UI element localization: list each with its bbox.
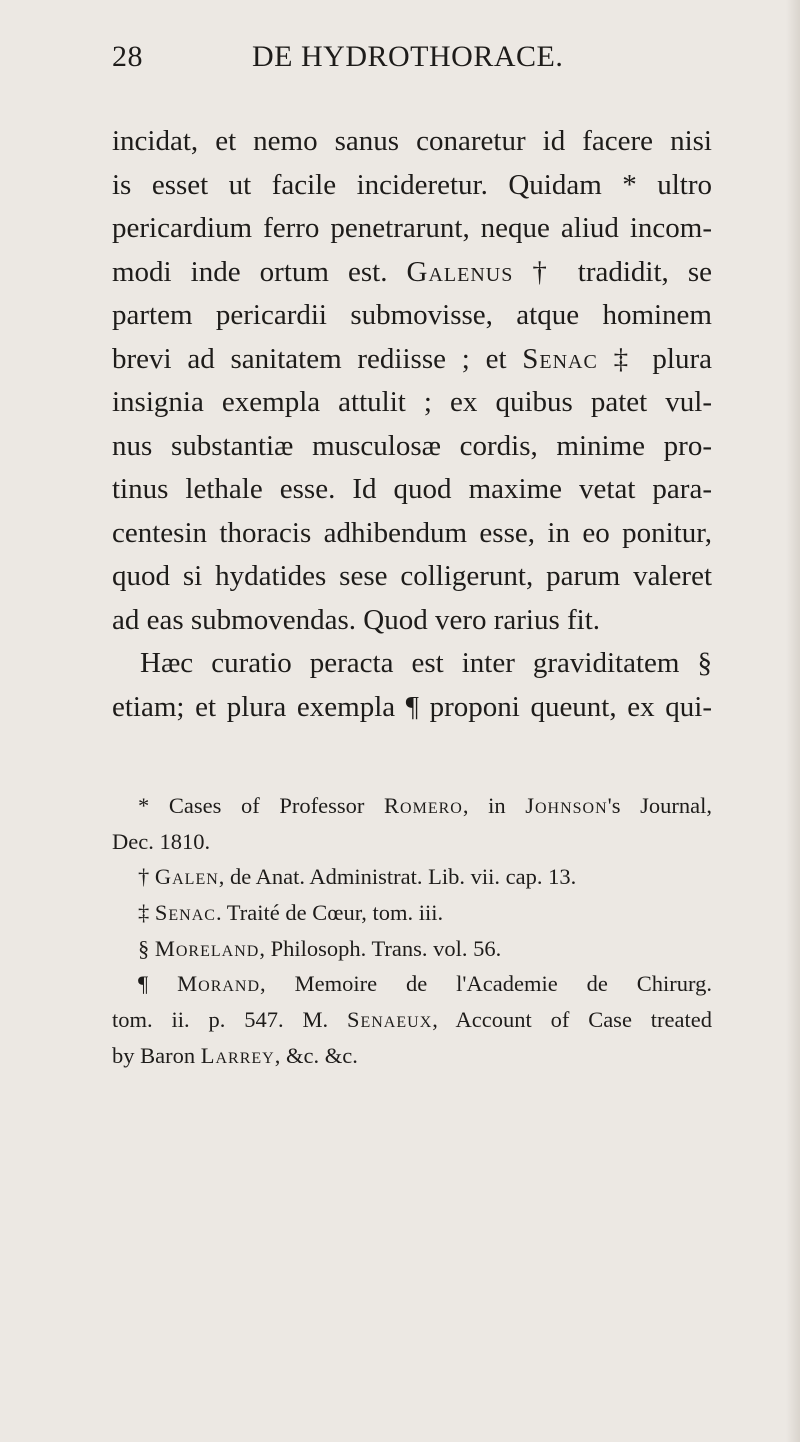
text-line: is esset ut facile incideretur. Quidam * ultro xyxy=(112,168,712,201)
text-span: . Traité de Cœur, tom. iii. xyxy=(215,900,444,926)
author-name: Galenus xyxy=(406,255,514,288)
author-name: Senac xyxy=(522,342,598,375)
text-span: † xyxy=(138,864,155,890)
text-line: incidat, et nemo sanus conaretur id facere nisi xyxy=(112,125,712,157)
text-span: , &c. &c. xyxy=(274,1042,358,1068)
text-line: ad eas submovendas. Quod vero rarius fit. xyxy=(112,603,601,636)
footnote-5-cont xyxy=(112,1038,712,1074)
text-span: § xyxy=(138,935,155,961)
text-line: pericardium ferro penetrarunt, neque aliud incom- xyxy=(112,212,712,244)
text-line: partem pericardii submovisse, atque hominem xyxy=(112,299,712,331)
page-edge-shadow xyxy=(786,0,800,1442)
author-name: Galen xyxy=(154,864,219,890)
text-line: Hæc curatio peracta est inter graviditatem § xyxy=(140,647,712,679)
text-span: 's Journal, xyxy=(607,793,712,818)
text-span: , Account of Case treated xyxy=(432,1007,712,1033)
text-span: ‡ xyxy=(138,900,155,926)
page-header xyxy=(112,40,712,88)
text-line: nus substantiæ musculosæ cordis, minime pro- xyxy=(112,429,712,462)
text-line: etiam; et plura exempla ¶ proponi queunt, ex qui- xyxy=(112,690,712,723)
page-number: 28 xyxy=(112,40,143,73)
text-span: ‡ plura xyxy=(597,342,712,375)
text-span: modi inde ortum est. xyxy=(112,255,407,288)
footnote-4 xyxy=(112,931,712,967)
text-span: tom. ii. p. 547. M. xyxy=(112,1007,347,1033)
text-line xyxy=(112,338,712,382)
footnote-1 xyxy=(112,788,712,824)
text-span: , in xyxy=(462,793,526,818)
author-name: Morand xyxy=(177,971,261,997)
footnotes xyxy=(112,788,712,1074)
text-line: centesin thoracis adhibendum esse, in eo ponitur, xyxy=(112,516,712,549)
text-span: by Baron xyxy=(112,1042,201,1068)
footnote-5-cont xyxy=(112,1002,712,1038)
author-name: Larrey xyxy=(200,1042,275,1068)
text-line xyxy=(112,251,712,295)
running-title: DE HYDROTHORACE. xyxy=(252,40,564,73)
text-line: insignia exempla attulit ; ex quibus patet vul- xyxy=(112,386,712,418)
text-span: , de Anat. Administrat. Lib. vii. cap. 13. xyxy=(218,864,577,890)
footnote-2 xyxy=(112,859,712,895)
text-span: , Philosoph. Trans. vol. 56. xyxy=(259,935,502,961)
text-line: quod si hydatides sese colligerunt, parum valeret xyxy=(112,560,712,592)
text-span: † tradidit, se xyxy=(513,255,713,288)
text-span: , Memoire de l'Academie de Chirurg. xyxy=(260,971,712,997)
footnote-5 xyxy=(112,966,712,1002)
text-span: brevi ad sanitatem rediisse ; et xyxy=(112,342,523,375)
footnote-3 xyxy=(112,895,712,931)
text-line: tinus lethale esse. Id quod maxime vetat para- xyxy=(112,473,712,505)
text-span: ¶ xyxy=(138,971,178,997)
main-text xyxy=(112,120,712,729)
text-span: * Cases of Professor xyxy=(138,793,385,818)
author-name: Romero xyxy=(384,793,463,818)
author-name: Senaeux xyxy=(346,1007,433,1033)
footnote-1-cont: Dec. 1810. xyxy=(112,828,211,854)
author-name: Senac xyxy=(154,900,216,926)
author-name: Johnson xyxy=(525,793,608,818)
author-name: Moreland xyxy=(154,935,260,961)
